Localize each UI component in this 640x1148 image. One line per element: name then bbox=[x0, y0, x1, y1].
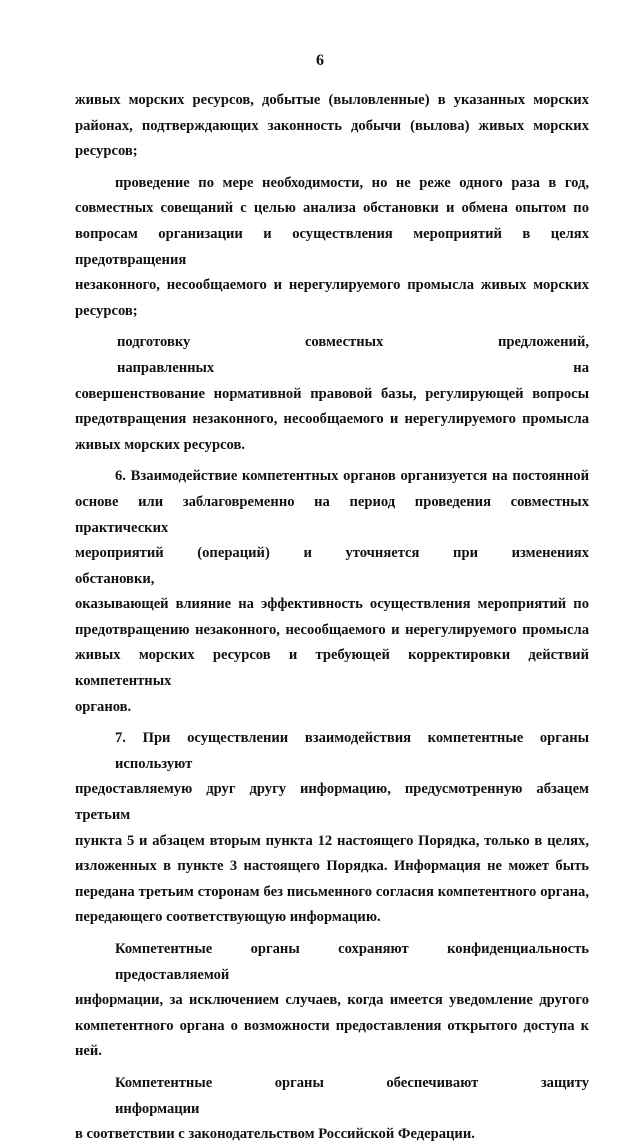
paragraph-line: изложенных в пункте 3 настоящего Порядка. Информация не может быть bbox=[75, 858, 589, 875]
paragraph-7 bbox=[75, 1071, 589, 1148]
paragraph-line: 7. При осуществлении взаимодействия компетентные органы используют bbox=[115, 730, 589, 772]
paragraph-line: районах, подтверждающих законность добычи (вылова) живых морских bbox=[75, 117, 589, 134]
paragraph-2 bbox=[75, 171, 589, 325]
paragraph-line: пункта 5 и абзацем вторым пункта 12 настоящего Порядка, только в целях, bbox=[75, 832, 589, 849]
paragraph-line: предотвращения незаконного, несообщаемого и нерегулируемого промысла bbox=[75, 411, 589, 428]
paragraph-4 bbox=[75, 464, 589, 720]
paragraph-line: 6. Взаимодействие компетентных органов организуется на постоянной bbox=[115, 468, 589, 485]
paragraph-line: мероприятий (операций) и уточняется при изменениях обстановки, bbox=[75, 545, 589, 587]
paragraph-line: оказывающей влияние на эффективность осуществления мероприятий по bbox=[75, 596, 589, 613]
paragraph-line: в соответствии с законодательством Российской Федерации. bbox=[75, 1126, 475, 1143]
paragraph-line: предоставляемую друг другу информацию, предусмотренную абзацем третьим bbox=[75, 781, 589, 824]
paragraph-line: ресурсов; bbox=[75, 302, 138, 319]
paragraph-line: живых морских ресурсов. bbox=[75, 436, 246, 453]
paragraph-3 bbox=[75, 330, 589, 458]
paragraph-line: органов. bbox=[75, 698, 132, 715]
paragraph-1 bbox=[75, 88, 589, 165]
paragraph-line: основе или заблаговременно на период проведения совместных практических bbox=[75, 493, 589, 536]
paragraph-line: живых морских ресурсов и требующей корректировки действий компетентных bbox=[75, 647, 589, 690]
paragraph-line: ресурсов; bbox=[75, 143, 138, 160]
page-number: 6 bbox=[316, 52, 324, 69]
paragraph-line: передана третьим сторонам без письменного согласия компетентного органа, bbox=[75, 883, 589, 900]
paragraph-line: живых морских ресурсов, добытые (выловленные) в указанных морских bbox=[75, 92, 589, 108]
paragraph-line: незаконного, несообщаемого и нерегулируемого промысла живых морских bbox=[75, 277, 589, 294]
paragraph-line: вопросам организации и осуществления мероприятий в целях предотвращения bbox=[75, 225, 589, 268]
paragraph-line: информации, за исключением случаев, когда имеется уведомление другого bbox=[75, 992, 589, 1009]
document-body bbox=[75, 88, 589, 1148]
paragraph-line: передающего соответствующую информацию. bbox=[75, 909, 381, 926]
paragraph-line: Компетентные органы сохраняют конфиденциальность предоставляемой bbox=[115, 941, 589, 983]
paragraph-line: проведение по мере необходимости, но не реже одного раза в год, bbox=[115, 174, 589, 191]
paragraph-5 bbox=[75, 726, 589, 931]
paragraph-line: предотвращению незаконного, несообщаемого и нерегулируемого промысла bbox=[75, 621, 589, 638]
paragraph-line: подготовку совместных предложений, направленных на bbox=[117, 334, 589, 376]
paragraph-line: Компетентные органы обеспечивают защиту информации bbox=[115, 1074, 589, 1117]
paragraph-line: совершенствование нормативной правовой базы, регулирующей вопросы bbox=[75, 385, 589, 402]
paragraph-6 bbox=[75, 937, 589, 1065]
paragraph-line: компетентного органа о возможности предоставления открытого доступа к ней. bbox=[75, 1017, 589, 1060]
paragraph-line: совместных совещаний с целью анализа обстановки и обмена опытом по bbox=[75, 200, 589, 217]
